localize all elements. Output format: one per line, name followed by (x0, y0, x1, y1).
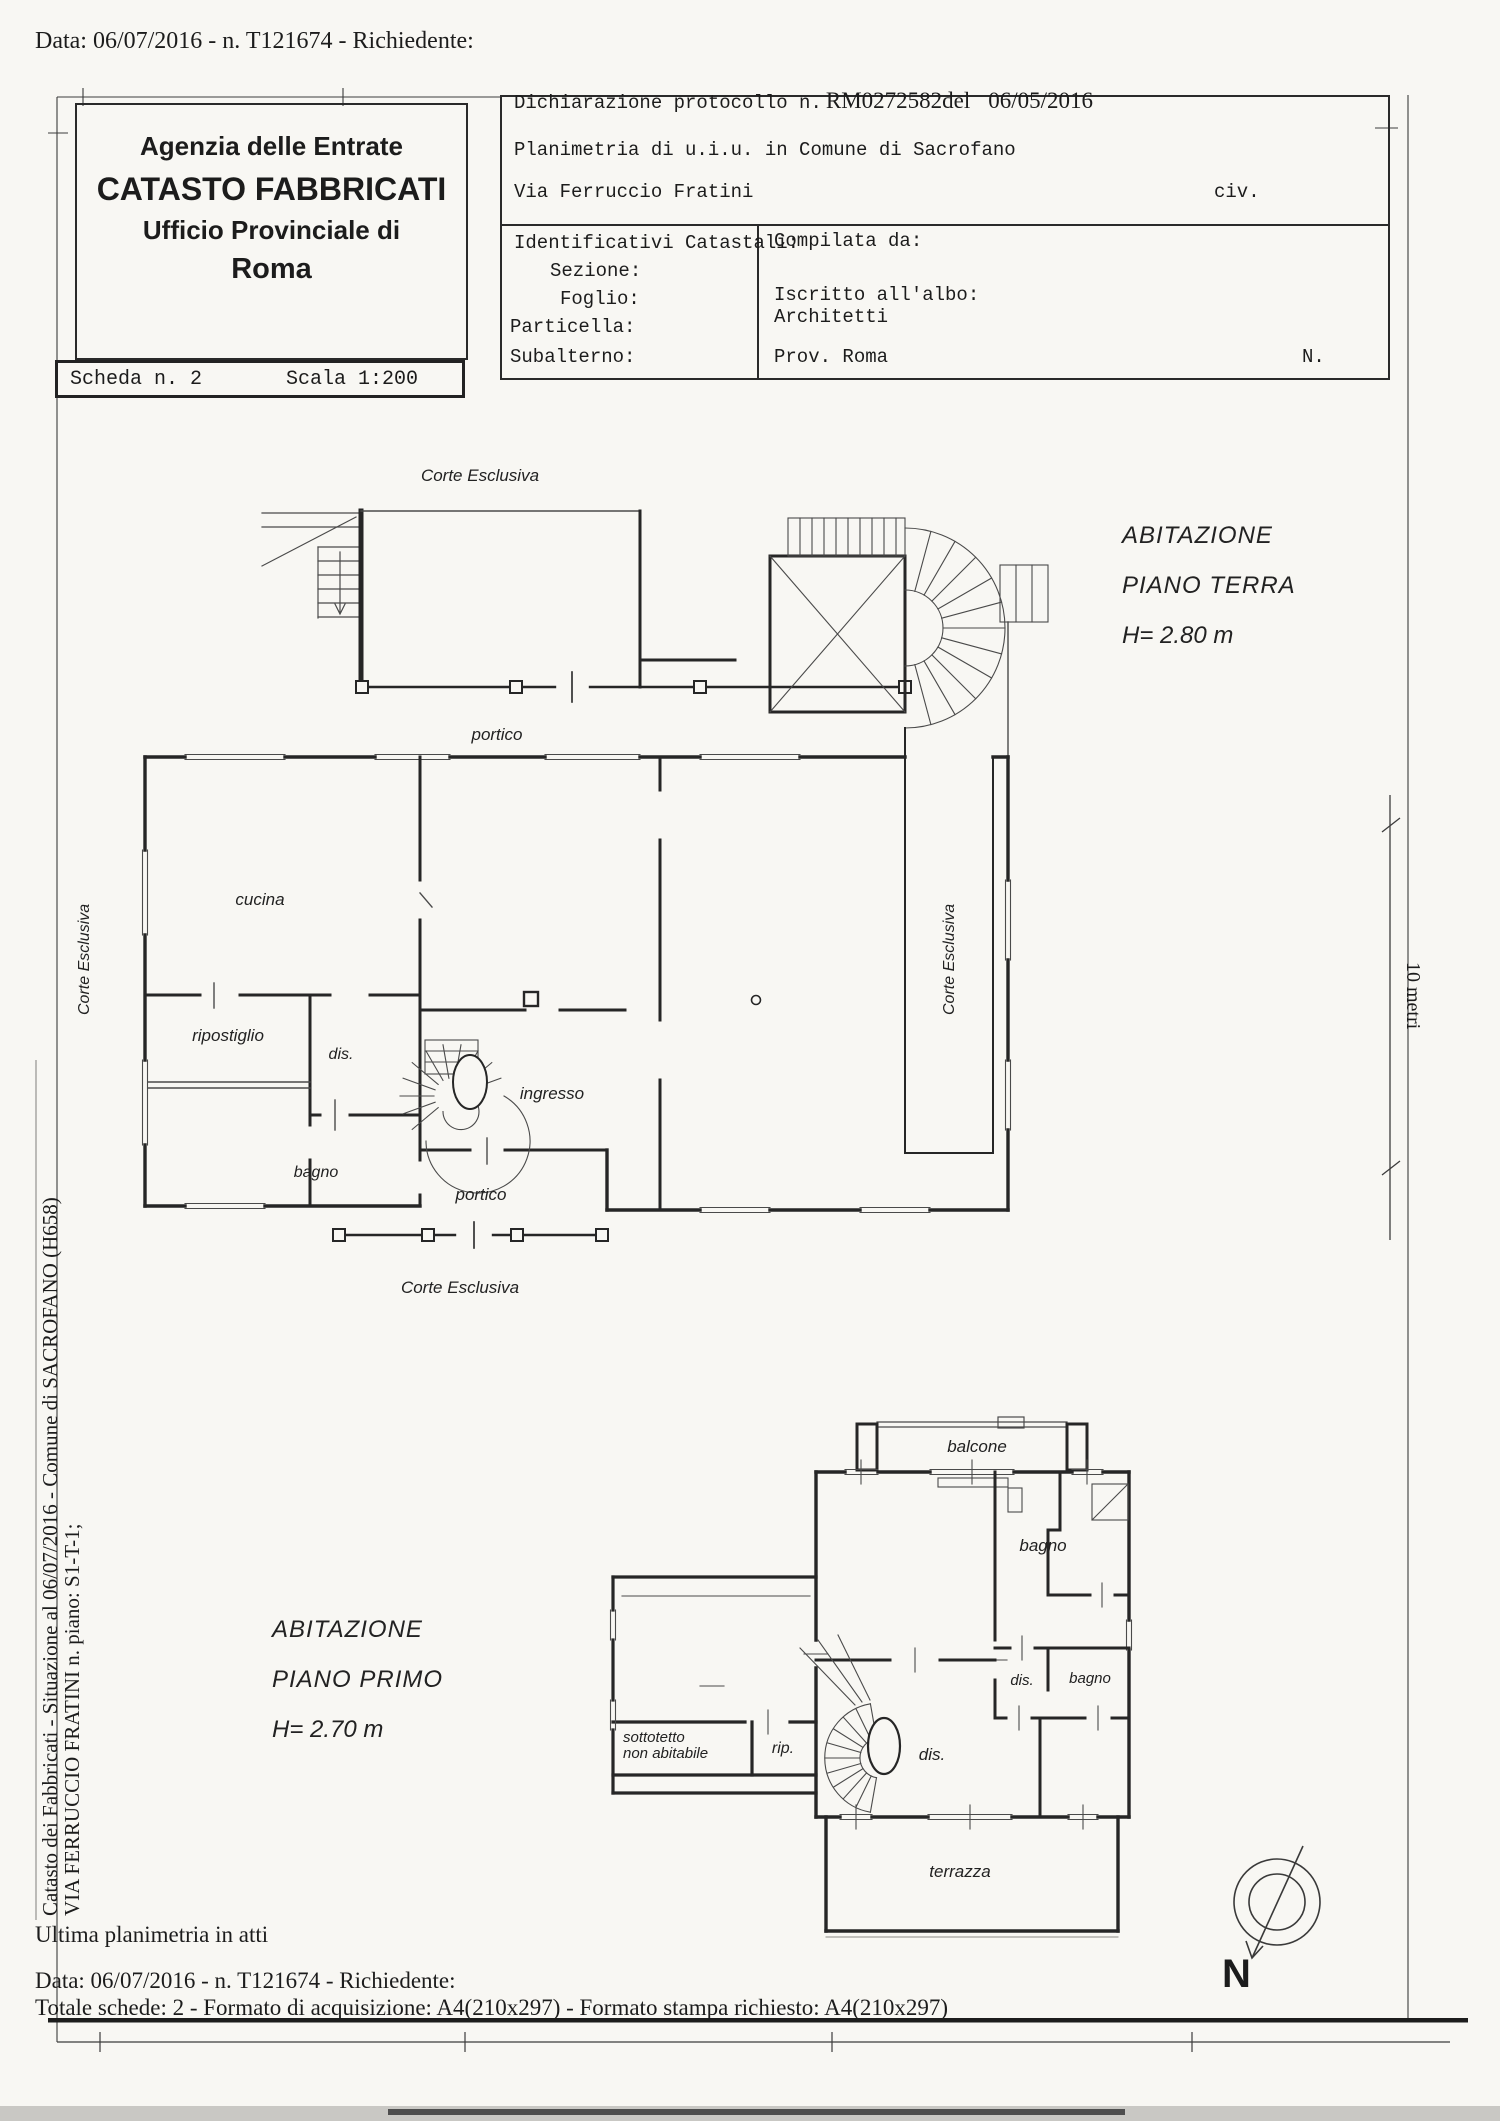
particella-label: Particella: (510, 316, 636, 338)
gf-height-note: H= 2.80 m (1122, 622, 1234, 649)
subalterno-label: Subalterno: (510, 346, 636, 368)
scheda-box (55, 360, 465, 398)
street-name: Via Ferruccio Fratini (514, 181, 754, 203)
planimetria-line: Planimetria di u.i.u. in Comune di Sacrofano (514, 139, 1016, 161)
document-date-line: Data: 06/07/2016 - n. T121674 - Richiedente: (35, 28, 474, 54)
scheda-number: Scheda n. 2 (70, 368, 203, 391)
footer-ultima-line: Ultima planimetria in atti (35, 1922, 269, 1947)
gf-ripostiglio-label: ripostiglio (192, 1026, 264, 1045)
ff-sottotetto-label-1: sottotetto (623, 1729, 685, 1746)
agency-name: Agenzia delle Entrate (140, 131, 403, 161)
margin-left-line2: VIA FERRUCCIO FRATINI n. piano: S1-T-1; (60, 1523, 84, 1916)
gf-title: ABITAZIONE (1122, 522, 1273, 549)
north-compass-icon (1234, 1846, 1320, 1958)
ff-dis-small-label: dis. (1010, 1672, 1034, 1689)
ff-height-note: H= 2.70 m (272, 1716, 384, 1743)
ff-bagno-right-label: bagno (1069, 1670, 1111, 1687)
gf-corte-top-label: Corte Esclusiva (420, 466, 540, 485)
gf-cucina-label: cucina (235, 890, 285, 909)
ff-balcone-label: balcone (947, 1437, 1007, 1456)
scale-bar-label: 10 metri (1402, 962, 1424, 1030)
ff-title: ABITAZIONE (272, 1616, 423, 1643)
ff-floor-name: PIANO PRIMO (272, 1666, 444, 1693)
gf-floor-name: PIANO TERRA (1122, 572, 1296, 599)
agency-catasto-title: CATASTO FABBRICATI (96, 171, 447, 207)
compilata-title: Compilata da: (774, 230, 923, 252)
ff-terrazza-label: terrazza (929, 1862, 991, 1881)
ff-rip-label: rip. (771, 1740, 795, 1757)
gf-portico-bottom-label: portico (455, 1185, 507, 1204)
declaration-divider-h (502, 224, 1388, 226)
ff-dis-center-label: dis. (918, 1745, 946, 1764)
ff-bagno-top-label: bagno (1019, 1536, 1067, 1555)
identificativi-title: Identificativi Catastali: (514, 232, 800, 254)
gf-dis-label: dis. (328, 1046, 354, 1063)
compass-north-label: N (1222, 1952, 1251, 1996)
gf-corte-left-label: Corte Esclusiva (76, 903, 93, 1015)
footer-totale-line: Totale schede: 2 - Formato di acquisizione: A4(210x297) - Formato stampa richiesto: A4(210x297) (35, 1995, 949, 2020)
declaration-box (500, 88, 1390, 380)
gf-corte-right-label: Corte Esclusiva (941, 903, 958, 1015)
agency-box (75, 103, 468, 360)
gf-corte-bottom-label: Corte Esclusiva (400, 1278, 520, 1297)
agency-office-line: Ufficio Provinciale di (142, 215, 401, 245)
protocol-number: RM0272582del (825, 88, 971, 113)
protocol-date: 06/05/2016 (988, 88, 1094, 113)
civic-label: civ. (1214, 181, 1260, 203)
scale-value: Scala 1:200 (286, 368, 419, 391)
gf-portico-top-label: portico (471, 725, 523, 744)
albo-value: Architetti (774, 306, 889, 328)
prov-label: Prov. Roma (774, 346, 889, 368)
foglio-label: Foglio: (560, 288, 640, 310)
n-label: N. (1302, 346, 1325, 368)
protocol-line (514, 88, 1093, 114)
agency-city: Roma (231, 253, 312, 285)
protocol-label: Dichiarazione protocollo n. (514, 92, 822, 114)
sezione-label: Sezione: (550, 260, 642, 282)
gf-ingresso-label: ingresso (519, 1084, 585, 1103)
albo-label: Iscritto all'albo: (774, 284, 980, 306)
gf-bagno-label: bagno (293, 1164, 339, 1181)
margin-left-line1: Catasto dei Fabbricati - Situazione al 06/07/2016 - Comune di SACROFANO (H658) (38, 1197, 62, 1916)
footer-date-line: Data: 06/07/2016 - n. T121674 - Richiedente: (35, 1968, 456, 1993)
ff-sottotetto-label-2: non abitabile (623, 1745, 709, 1762)
